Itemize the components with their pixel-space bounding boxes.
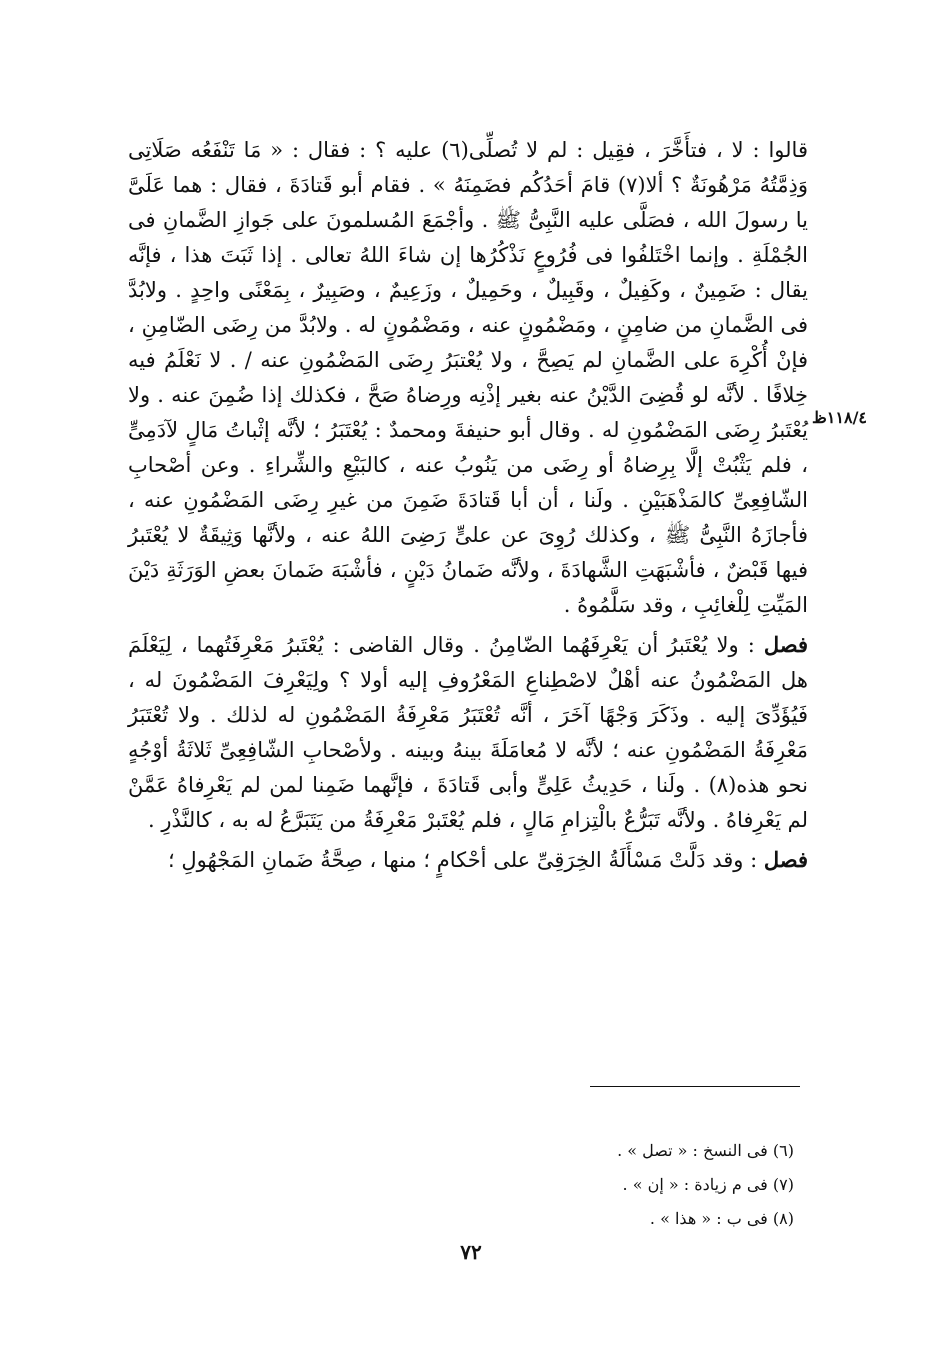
footnote-6: (٦) فى النسخ : « تصل » . [617,1141,794,1160]
page-number: ٧٢ [460,1240,482,1264]
paragraph-text: قالوا : لا ، فتأَخَّرَ ، فقِيل : لم لا تُصلِّى(٦) عليه ؟ : فقال : « مَا تَنْفَعُه صَلَاتِى وَذِمَّتُهُ مَرْهُونَةٌ ؟ ألا(٧) قامَ أحَدُكُم فضَمِنَهُ » . فقام أبو قَتادَةَ ، فقال : هما عَلَىَّ يا رسولَ الله ، فصَلَّى عليه النَّبِىُّ ﷺ . وأجْمَعَ المُسلمونَ على جَوازِ الضَّمانِ فى الجُمْلَةِ . وإنما اخْتَلفُوا فى فُرُوعٍ نَذْكُرُها إن شاءَ اللهُ تعالى . إذا ثَبَتَ هذا ، فإنَّه يقال : ضَمِينٌ ، وكَفِيلٌ ، وقَبِيلٌ ، وحَمِيلٌ ، وزَعِيمٌ ، وصَبِيرٌ ، بِمَعْنًى واحِدٍ . ولابُدَّ فى الضَّمانِ من ضامِنٍ ، ومَضْمُونٍ عنه ، ومَضْمُونٍ له . ولابُدَّ من رِضَى الضّامِنِ ، فإنْ أُكْرِهَ على الضَّمانِ لم يَصِحَّ ، ولا يُعْتبَرُ رِضَى المَضْمُونِ عنه / . لا نَعْلَمُ فيه خِلافًا . لأنَّه لو قُضِىَ الدَّيْنُ عنه بغير إذْنِه ورِضاهُ صَحَّ ، فكذلك إذا ضُمِنَ عنه . ولا يُعْتَبرُ رِضَى المَضْمُونِ له . وقال أبو حنيفةَ ومحمدٌ : يُعْتَبَرُ ؛ لأنَّه إثْباتُ مَالٍ لآدَمِىٍّ ، فلم يَثْبُتْ إلَّا بِرِضاهُ أو رِضَى من يَنُوبُ عنه ، كالبَيْعِ والشِّراءِ . وعن أصْحابِ الشّافِعِىِّ كالمَذْهَبَيْنِ . ولَنا ، أن أبا قَتادَةَ ضَمِنَ من غيرِ رِضَى المَضْمُونِ عنه ، فأجازَهُ النَّبِىُّ ﷺ ، وكذلك رُوِىَ عن علىٍّ رَضِىَ اللهُ عنه ، ولأنَّها وَثِيقَةٌ لا يُعْتَبرُ فيها قَبْضٌ ، فأشْبَهَتِ الشَّهادَةَ ، ولأنَّه ضَمانُ دَيْنٍ ، فأشْبَهَ ضَمانَ بعضِ الوَرَثَةِ دَيْنَ المَيِّتِ لِلْغائِبِ ، وقد سَلَّمُوهُ . [128,138,808,617]
footnote-7: (٧) فى م زيادة : « إن » . [622,1175,794,1194]
main-text [128,132,808,878]
footnote-8: (٨) فى ب : « هذا » . [649,1209,794,1228]
paragraph-2 [128,627,808,838]
footnotes [434,1134,794,1236]
section-label: فصل [763,847,808,872]
paragraph-text: : وقد دَلَّتْ مَسْأَلَةُ الخِرَقِىِّ على أحْكامٍ ؛ منها ، صِحَّةُ ضَمانِ المَجْهُولِ ؛ [168,848,764,872]
paragraph-text: : ولا يُعْتَبرُ أن يَعْرِفَهُما الضّامِنُ . وقال القاضى : يُعْتَبرُ مَعْرِفَتُهما ، لِيَعْلَمَ هل المَضْمُونُ عنه أهْلٌ لاصْطِناعِ المَعْرُوفِ إليه أولا ؟ ولِيَعْرِفَ المَضْمُونَ له ، فَيُؤَدِّىَ إليه . وذَكَرَ وَجْهًا آخَرَ ، أنَّه تُعْتَبَرُ مَعْرِفَةُ المَضْمُونِ له لذلك . ولا تُعْتَبَرُ مَعْرِفَةُ المَضْمُونِ عنه ؛ لأنَّه لا مُعامَلَةَ بينهُ وبينه . ولأصْحابِ الشّافِعِىِّ ثَلاثَةُ أوْجُهٍ نحو هذه(٨) . ولَنا ، حَدِيثُ عَلِىٍّ وأبى قَتادَةَ ، فإنَّهما ضَمِنا لمن لم يَعْرِفاهُ عَمَّنْ لم يَعْرِفاهُ . ولأنَّه تَبَرُّعٌ بالْتِزامِ مَالٍ ، فلم يُعْتَبرْ مَعْرِفَةُ من يَتَبَرَّعُ له به ، كالنَّذْرِ . [128,633,809,832]
margin-folio-note: ١١٨/٤ظ [812,408,868,427]
paragraph-3 [128,842,808,878]
paragraph-1 [128,132,808,623]
section-label: فصل [763,632,808,657]
footnote-divider [590,1086,800,1087]
